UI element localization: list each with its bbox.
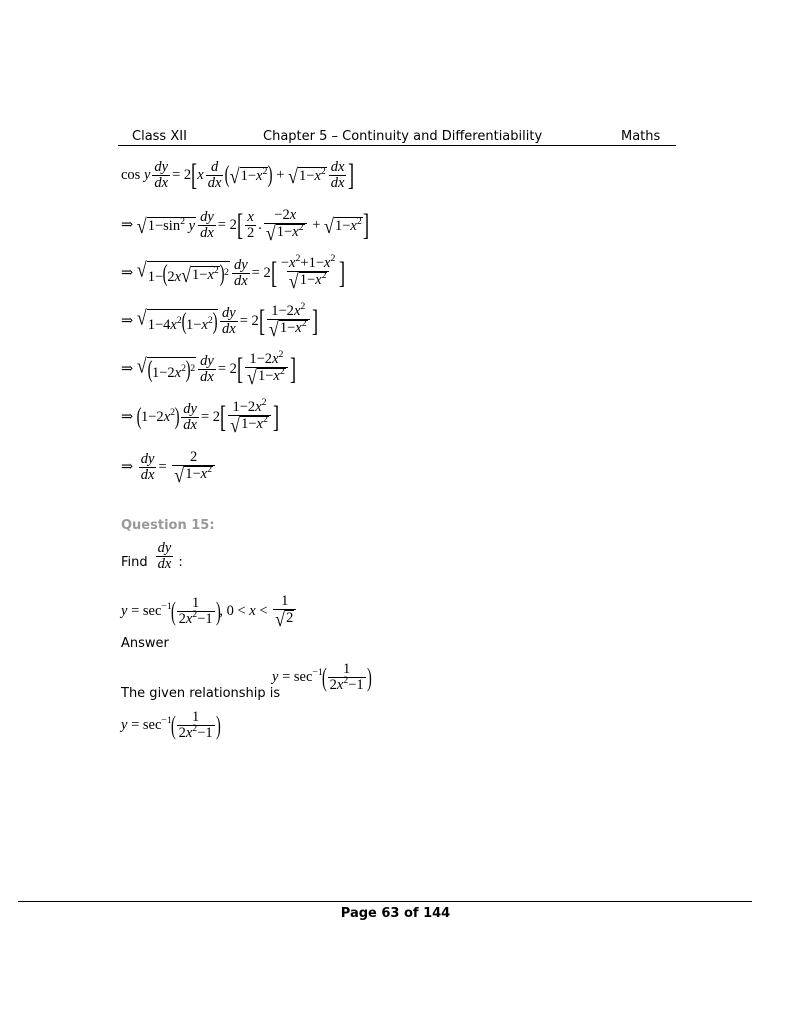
find-line	[121, 541, 183, 572]
footer-rule	[18, 901, 752, 902]
find-colon: :	[178, 555, 183, 571]
equation-step-7-result: ⇒ $\frac{dy}{dx}$ = 2 √ $1-x^2$	[121, 450, 217, 485]
given-text: The given relationship is	[121, 686, 281, 701]
header-chapter: Chapter 5 – Continuity and Differentiability	[263, 129, 543, 144]
equation-step-2: ⇒ √ $1-\sin^2$ y $\frac{dy}{dx}$ = 2 [ $\frac{x}{2}$ . −2x √ $1-x^2$ + √ $1-x^2$ ]	[121, 207, 369, 245]
find-label: Find	[121, 555, 148, 571]
derivative-dy-dx: $\frac{dy}{dx}$	[157, 540, 172, 573]
equation-step-1: cos y $\frac{dy}{dx}$ = 2 [ x $\frac{d}{dx}$ ( √ $1-x^2$ ) + √ $1-x^2$ $\frac{dx}{dx}$ ]	[121, 158, 355, 193]
question-equation: y = $\sec^{-1}$ ( $\frac{1}{2x^2-1}$ ) , 0 < x < 1 √ 2	[121, 594, 298, 629]
equation-step-4: ⇒ √ $1-4x^2(1-x^2)$ $\frac{dy}{dx}$ = 2 [ $1-2x^2$ √ $1-x^2$ ]	[121, 301, 318, 341]
equation-step-5: ⇒ √ $(1-2x^2)^2$ $\frac{dy}{dx}$ = 2 [ $1-2x^2$ √ $1-x^2$ ]	[121, 349, 296, 389]
equation-step-3: ⇒ √ 1−(2x √ $1-x^2$ )$^2$ $\frac{dy}{dx}$ = 2 [ $-x^2+1-x^2$ √ $1-x^2$ ]	[121, 253, 346, 293]
header-subject: Maths	[621, 129, 661, 144]
page-number: Page 63 of 144	[340, 906, 451, 921]
header-rule	[118, 145, 676, 146]
question-heading: Question 15:	[121, 518, 215, 533]
equation-step-6: ⇒ ( $1-2x^2$ ) $\frac{dy}{dx}$ = 2 [ $1-2x^2$ √ $1-x^2$ ]	[121, 397, 280, 437]
answer-label: Answer	[121, 636, 169, 651]
given-equation: y = $\sec^{-1}$ ( $\frac{1}{2x^2-1}$ )	[121, 709, 221, 742]
header-class: Class XII	[132, 129, 187, 144]
given-equation-inline: y = $\sec^{-1}$ ( $\frac{1}{2x^2-1}$ )	[272, 661, 372, 694]
